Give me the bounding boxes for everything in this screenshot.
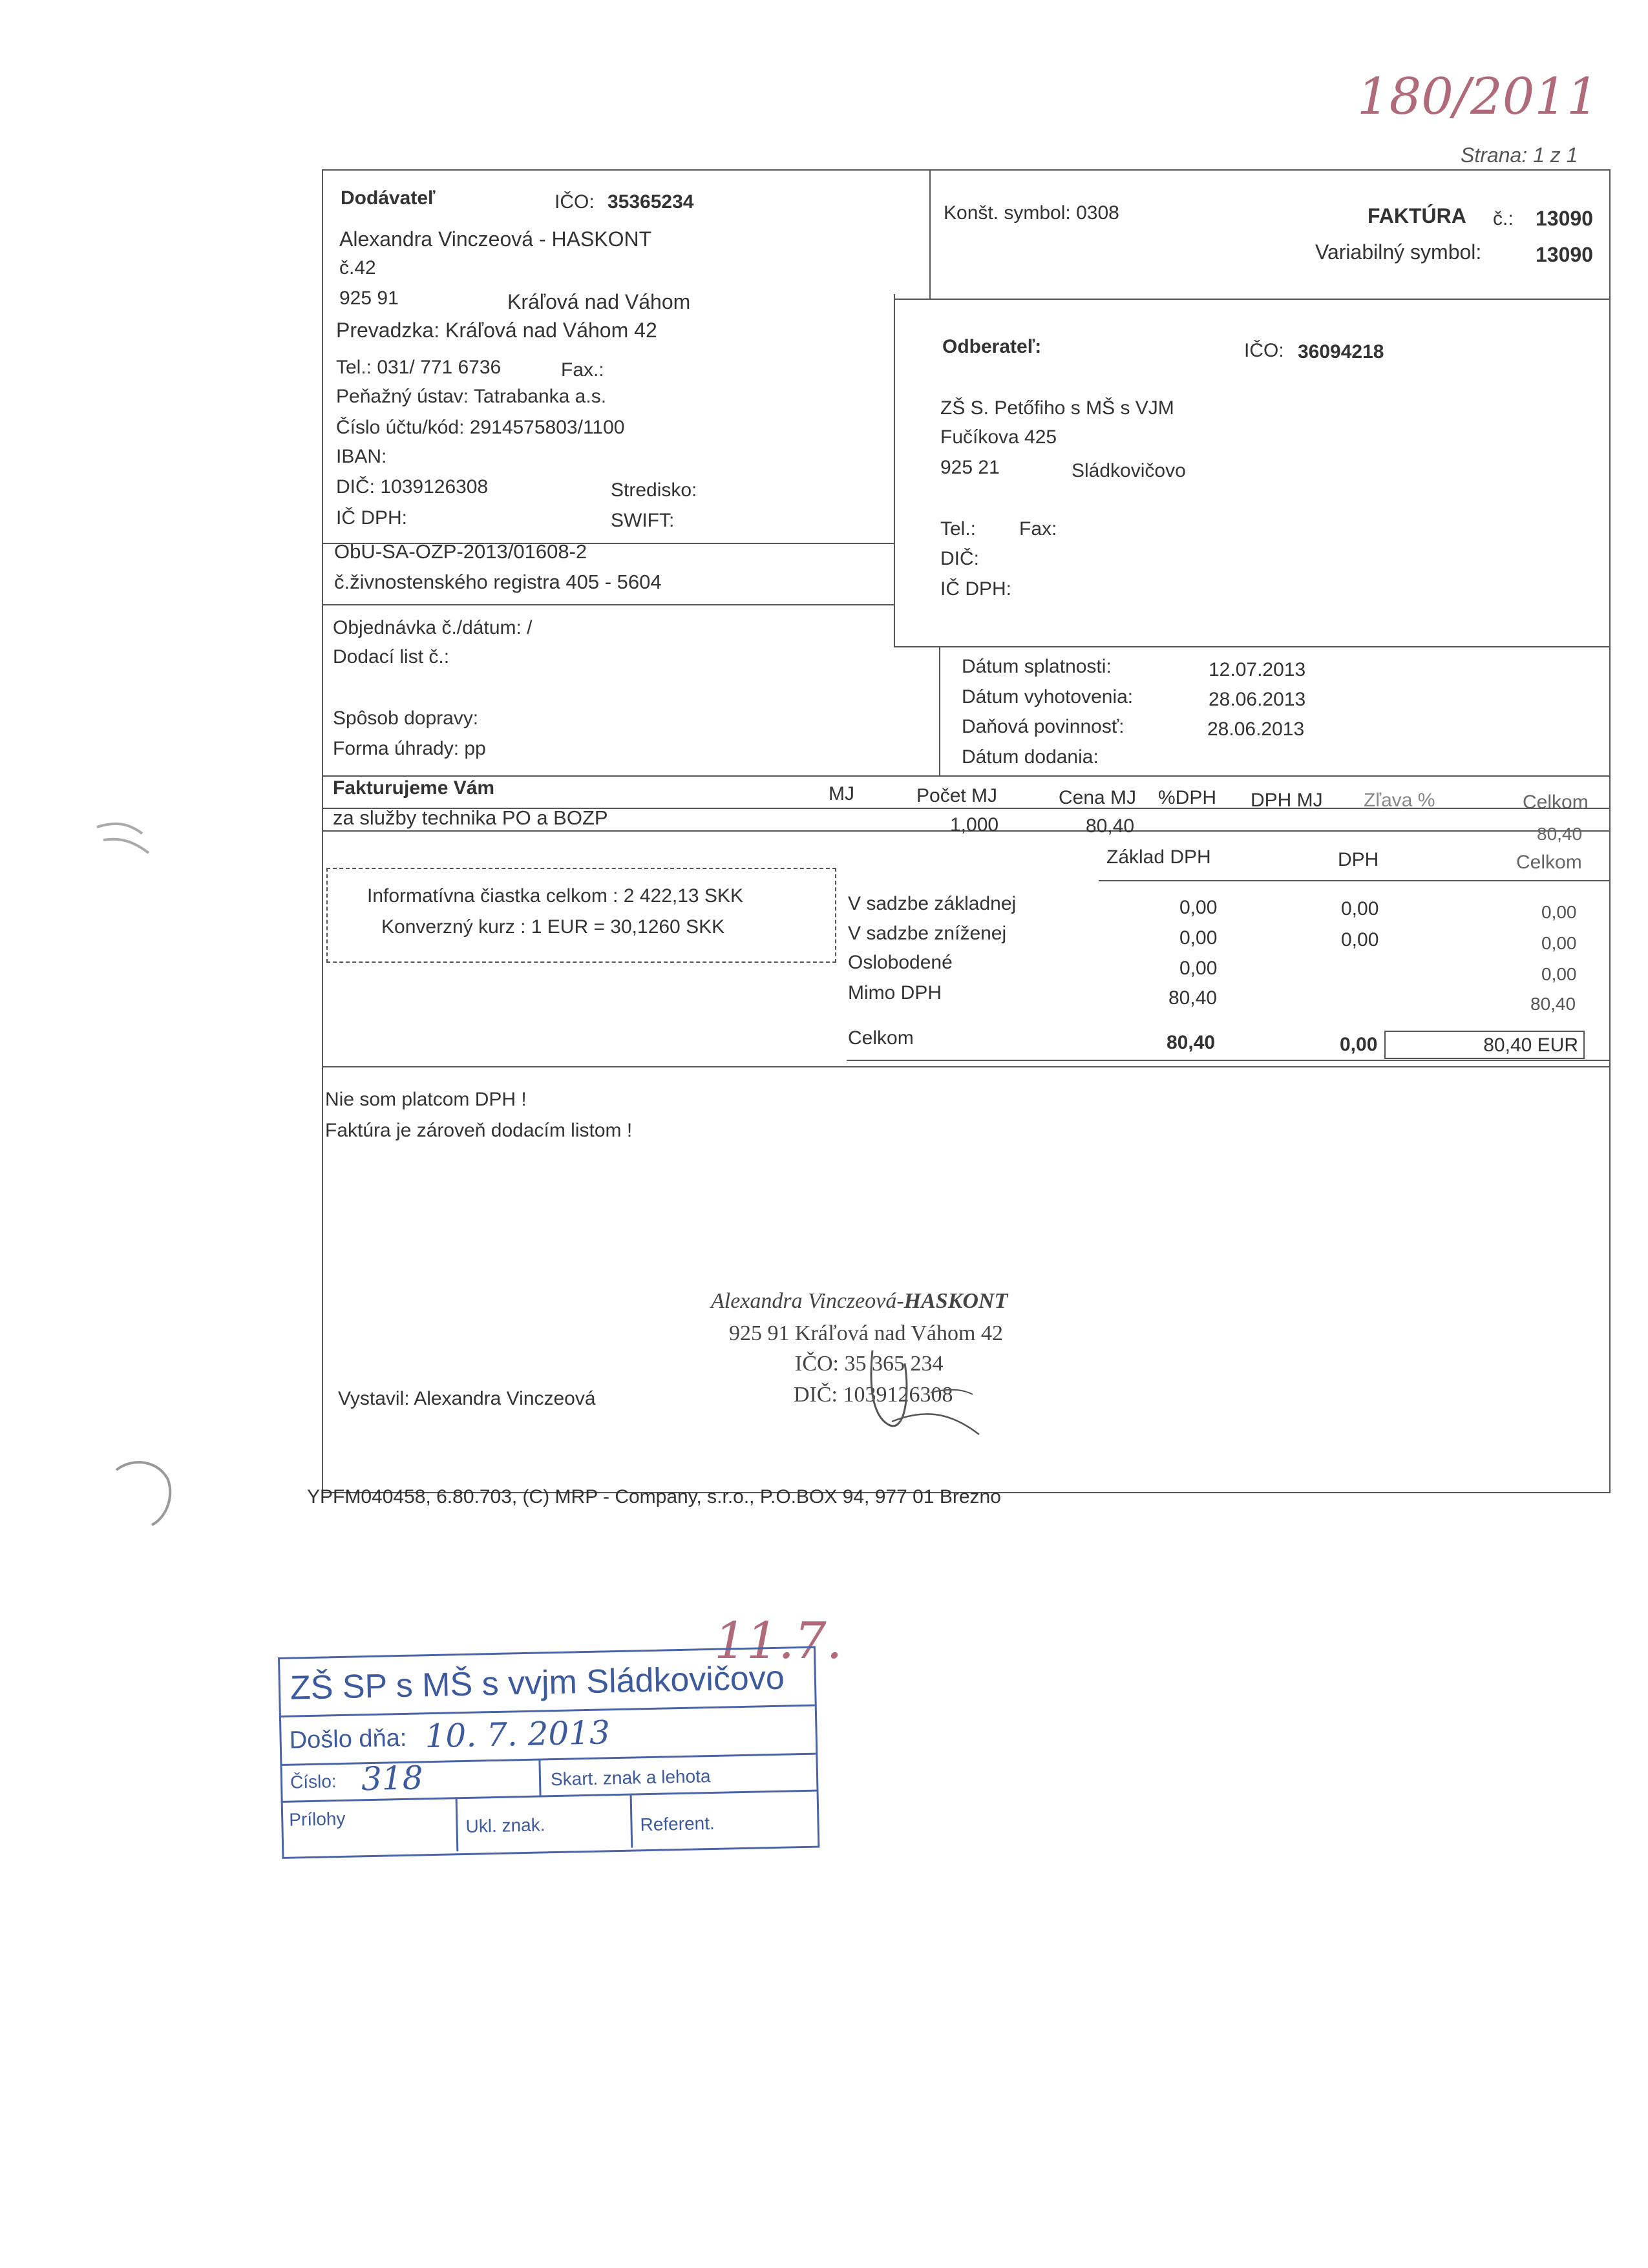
vat-row-label: Mimo DPH bbox=[848, 982, 942, 1003]
transport-method: Spôsob dopravy: bbox=[333, 708, 479, 729]
stamp-name: Alexandra Vinczeová- bbox=[711, 1289, 904, 1313]
item-description: za služby technika PO a BOZP bbox=[333, 806, 608, 829]
supplier-heading: Dodávateľ bbox=[341, 187, 436, 209]
supplier-street: č.42 bbox=[339, 257, 376, 278]
stamp-referent: Referent. bbox=[640, 1812, 715, 1835]
stamp-line-name bbox=[711, 1289, 1008, 1314]
supplier-branch: Prevadzka: Kráľová nad Váhom 42 bbox=[336, 319, 657, 342]
tax-date-label: Daňová povinnosť: bbox=[962, 716, 1125, 737]
delivery-date-label: Dátum dodania: bbox=[962, 746, 1099, 768]
vat-header-total: Celkom bbox=[1516, 852, 1582, 873]
supplier-name: Alexandra Vinczeová - HASKONT bbox=[339, 227, 652, 251]
items-header-price: Cena MJ bbox=[1059, 787, 1137, 808]
stamp-received-date: 10. 7. 2013 bbox=[425, 1714, 611, 1756]
informative-amount: Informatívna čiastka celkom : 2 422,13 SKK bbox=[367, 885, 743, 907]
stamp-number-value: 318 bbox=[361, 1759, 423, 1798]
customer-ico: 36094218 bbox=[1298, 341, 1384, 362]
vat-row-base: 0,00 bbox=[1179, 897, 1218, 918]
customer-street: Fučíkova 425 bbox=[940, 426, 1057, 448]
vat-row-total: 0,00 bbox=[1541, 902, 1577, 922]
stamp-received-label: Došlo dňa: bbox=[289, 1724, 407, 1754]
order-number: Objednávka č./dátum: / bbox=[333, 617, 533, 638]
customer-ico-label: IČO: bbox=[1244, 340, 1284, 361]
supplier-trade-register: č.živnostenského registra 405 - 5604 bbox=[334, 571, 662, 593]
customer-tel: Tel.: bbox=[940, 518, 977, 540]
items-header-count: Počet MJ bbox=[916, 785, 998, 806]
vat-row-total: 0,00 bbox=[1541, 964, 1577, 984]
vat-row-base: 0,00 bbox=[1179, 958, 1218, 979]
customer-heading: Odberateľ: bbox=[942, 336, 1042, 357]
due-date-label: Dátum splatnosti: bbox=[962, 656, 1112, 677]
issued-by: Vystavil: Alexandra Vinczeová bbox=[338, 1388, 596, 1409]
vat-row-label: Oslobodené bbox=[848, 952, 953, 973]
item-count: 1,000 bbox=[950, 814, 999, 835]
stamp-school-name: ZŠ SP s MŠ s vvjm Sládkovičovo bbox=[290, 1659, 785, 1707]
invoice-number: 13090 bbox=[1536, 207, 1593, 230]
invoice-title-c: č.: bbox=[1493, 208, 1514, 229]
customer-icdph: IČ DPH: bbox=[940, 578, 1012, 600]
supplier-iban: IBAN: bbox=[336, 446, 387, 467]
vat-header-vat: DPH bbox=[1338, 849, 1379, 870]
variable-symbol-label: Variabilný symbol: bbox=[1315, 240, 1482, 264]
items-header-vat-mj: DPH MJ bbox=[1251, 790, 1323, 811]
vat-total-label: Celkom bbox=[848, 1027, 914, 1049]
vat-header-base: Základ DPH bbox=[1106, 846, 1211, 868]
invoice-title: FAKTÚRA bbox=[1368, 204, 1466, 227]
items-header-total: Celkom bbox=[1523, 792, 1589, 813]
informative-amount-box bbox=[326, 868, 836, 963]
supplier-tel: Tel.: 031/ 771 6736 bbox=[336, 357, 502, 378]
stamp-number-label: Číslo: bbox=[290, 1771, 337, 1792]
vat-row-base: 0,00 bbox=[1179, 927, 1218, 949]
supplier-ico-label: IČO: bbox=[555, 191, 595, 213]
vat-row-vat: 0,00 bbox=[1341, 898, 1379, 919]
stamp-attachments: Prílohy bbox=[288, 1808, 346, 1830]
supplier-account: Číslo účtu/kód: 2914575803/1100 bbox=[336, 417, 625, 438]
customer-dic: DIČ: bbox=[940, 548, 979, 569]
stamp-dic: DIČ: 1039126308 bbox=[794, 1383, 953, 1407]
supplier-city: Kráľová nad Váhom bbox=[507, 290, 691, 313]
signature-icon bbox=[853, 1344, 995, 1441]
vat-row-vat: 0,00 bbox=[1341, 929, 1379, 950]
item-total: 80,40 bbox=[1537, 824, 1583, 844]
vat-row-base: 80,40 bbox=[1168, 987, 1218, 1009]
punch-hole-icon bbox=[107, 1454, 184, 1538]
customer-zip: 925 21 bbox=[940, 457, 1000, 478]
constant-symbol: Konšt. symbol: 0308 bbox=[944, 202, 1119, 224]
issue-date-label: Dátum vyhotovenia: bbox=[962, 686, 1134, 708]
supplier-fax: Fax.: bbox=[561, 359, 604, 381]
software-footer: YPFM040458, 6.80.703, (C) MRP - Company, s.r.o., P.O.BOX 94, 977 01 Brezno bbox=[307, 1486, 1001, 1507]
supplier-icdph: IČ DPH: bbox=[336, 507, 408, 529]
vat-row-label: V sadzbe zníženej bbox=[848, 923, 1007, 944]
vat-row-total: 0,00 bbox=[1541, 933, 1577, 953]
supplier-zip: 925 91 bbox=[339, 288, 399, 309]
stamp-address: 925 91 Kráľová nad Váhom 42 bbox=[729, 1321, 1003, 1345]
items-header-discount: Zľava % bbox=[1364, 790, 1435, 811]
supplier-ico: 35365234 bbox=[607, 191, 694, 213]
customer-name: ZŠ S. Petőfiho s MŠ s VJM bbox=[940, 397, 1174, 419]
items-header-vat-pct: %DPH bbox=[1158, 787, 1217, 808]
supplier-dic: DIČ: 1039126308 bbox=[336, 476, 489, 498]
page-indicator: Strana: 1 z 1 bbox=[1461, 143, 1578, 167]
delivery-note: Dodací list č.: bbox=[333, 646, 450, 667]
tax-date: 28.06.2013 bbox=[1207, 719, 1305, 740]
received-stamp bbox=[278, 1646, 818, 1858]
handwritten-receipt-date: 11.7. bbox=[714, 1612, 843, 1670]
stamp-shred-code: Skart. znak a lehota bbox=[550, 1766, 711, 1790]
variable-symbol: 13090 bbox=[1536, 243, 1593, 266]
vat-total-vat: 0,00 bbox=[1340, 1034, 1378, 1055]
supplier-swift: SWIFT: bbox=[611, 510, 675, 531]
stamp-brand: HASKONT bbox=[903, 1289, 1008, 1313]
item-price: 80,40 bbox=[1086, 815, 1135, 837]
handwritten-number: 180/2011 bbox=[1357, 68, 1599, 126]
vat-total-base: 80,40 bbox=[1167, 1032, 1216, 1053]
note-delivery: Faktúra je zároveň dodacím listom ! bbox=[325, 1120, 633, 1141]
due-date: 12.07.2013 bbox=[1209, 659, 1306, 680]
payment-method: Forma úhrady: pp bbox=[333, 738, 486, 759]
supplier-stredisko: Stredisko: bbox=[611, 479, 697, 501]
supplier-registration: ObU-SA-OZP-2013/01608-2 bbox=[334, 540, 587, 563]
note-vat-payer: Nie som platcom DPH ! bbox=[325, 1089, 527, 1110]
stamp-storage-code: Ukl. znak. bbox=[465, 1814, 545, 1836]
vat-row-total: 80,40 bbox=[1530, 994, 1576, 1014]
issue-date: 28.06.2013 bbox=[1209, 689, 1306, 710]
grand-total: 80,40 EUR bbox=[1384, 1031, 1585, 1059]
supplier-bank: Peňažný ústav: Tatrabanka a.s. bbox=[336, 386, 607, 407]
stamp-ico: IČO: 35 365 234 bbox=[795, 1352, 944, 1376]
items-header-desc: Fakturujeme Vám bbox=[333, 777, 495, 799]
scan-mark-icon bbox=[84, 814, 162, 866]
items-header-mj: MJ bbox=[829, 783, 854, 804]
vat-row-label: V sadzbe základnej bbox=[848, 893, 1017, 914]
conversion-rate: Konverzný kurz : 1 EUR = 30,1260 SKK bbox=[381, 916, 725, 938]
customer-city: Sládkovičovo bbox=[1072, 460, 1186, 481]
customer-fax: Fax: bbox=[1019, 518, 1057, 540]
